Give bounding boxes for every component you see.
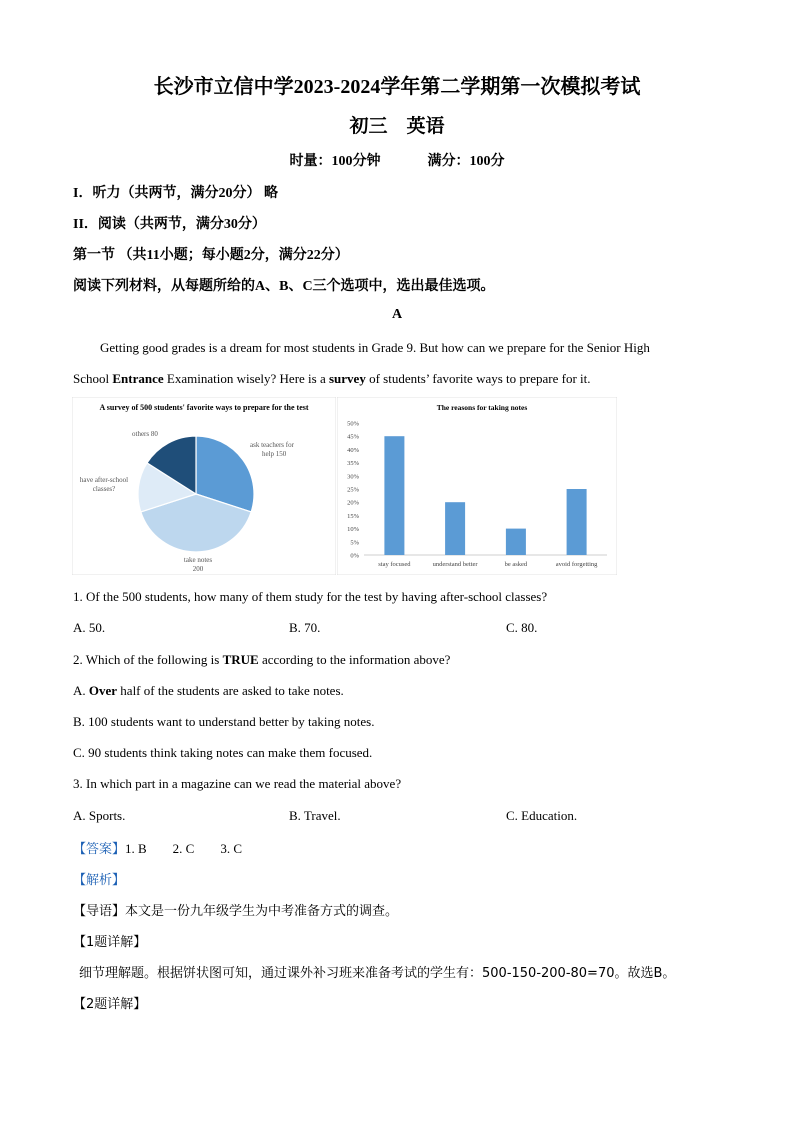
passage-bold-word: survey [329,371,366,386]
passage-text [73,332,723,394]
y-tick-label: 30% [347,473,359,481]
pie-label-ask-2: help 150 [262,450,287,458]
answer-label: 【答案】 [73,842,126,857]
q2-option-c[interactable]: C. 90 students think taking notes can make them focused. [73,745,373,760]
q2-option-a-rest: half of the students are asked to take notes. [117,683,344,698]
q3-option-c[interactable]: C. Education. [506,808,578,823]
bar-chart [337,397,617,575]
guide-label: 【导语】 [73,904,126,919]
q2-stem [73,652,450,668]
q1-option-c[interactable]: C. 80. [506,620,538,635]
bar-understand-better [445,502,465,555]
y-tick-label: 35% [347,460,359,468]
section-reading: II．阅读（共两节，满分30分） [73,217,266,232]
section-instruction: 阅读下列材料，从每题所给的A、B、C三个选项中，选出最佳选项。 [73,279,495,294]
x-tick-label: be asked [504,561,528,568]
bar-be-asked [506,529,526,555]
pie-chart [72,397,336,575]
pie-label-notes-2: 200 [192,565,204,573]
section-listening: I．听力（共两节，满分20分） 略 [73,186,278,201]
pie-label-notes-1: take notes [183,556,213,564]
score-label: 满分：100分 [427,154,505,169]
y-tick-label: 0% [350,552,359,560]
q3-option-b[interactable]: B. Travel. [289,808,341,823]
y-tick-label: 5% [350,539,359,547]
y-tick-label: 15% [347,512,359,520]
guide-text: 本文是一份九年级学生为中考准备方式的调查。 [125,904,399,919]
pie-chart-title: A survey of 500 students' favorite ways to prepare for the test [99,403,309,412]
bar-stay-focused [384,436,404,555]
section-part1: 第一节 （共11小题；每小题2分，满分22分） [73,248,349,263]
answer-values: 1. B 2. C 3. C [125,841,243,856]
y-tick-label: 45% [347,433,359,441]
passage-line-1: Getting good grades is a dream for most students in Grade 9. But how can we prepare for the Senior High [100,340,650,355]
passage-text-part: of students’ favorite ways to prepare for it. [365,371,591,386]
analysis-label: 【解析】 [73,873,126,888]
guide-line [73,900,398,919]
passage-line-2 [73,363,723,394]
bar-avoid-forgetting [567,489,587,555]
passage-text-part: School [73,371,113,386]
pie-label-after-1: have after-school [79,476,129,484]
y-tick-label: 10% [347,526,359,534]
q3-option-a[interactable]: A. Sports. [73,808,126,823]
pie-label-after-2: classes? [92,485,116,493]
q1-option-b[interactable]: B. 70. [289,620,321,635]
q1-option-a[interactable]: A. 50. [73,620,106,635]
x-tick-label: avoid forgetting [555,561,598,568]
q2-option-a-bold: Over [88,683,118,698]
detail-1-text: 细节理解题。根据饼状图可知，通过课外补习班来准备考试的学生有：500-150-200-80=70。故选B。 [79,966,676,981]
x-tick-label: understand better [432,561,478,568]
pie-label-others: others 80 [132,430,158,438]
answer-line [73,838,242,857]
y-tick-label: 40% [347,446,359,454]
passage-bold-word: Entrance [112,371,164,386]
bar-chart-title: The reasons for taking notes [436,403,528,412]
time-label: 时量：100分钟 [289,154,381,169]
exam-time-score [0,150,794,170]
y-tick-label: 25% [347,486,359,494]
x-tick-label: stay focused [378,561,411,568]
detail-1-label: 【1题详解】 [73,935,147,950]
exam-subtitle: 初三 英语 [349,116,445,137]
exam-title: 长沙市立信中学2023-2024学年第二学期第一次模拟考试 [153,76,641,98]
passage-letter: A [391,307,403,322]
passage-text-part: Examination wisely? Here is a [163,371,329,386]
detail-2-label: 【2题详解】 [73,997,147,1012]
q2-stem-part: according to the information above? [258,652,451,667]
q3-stem: 3. In which part in a magazine can we read the material above? [73,776,402,791]
q2-option-b[interactable]: B. 100 students want to understand better by taking notes. [73,714,375,729]
q2-option-a[interactable] [73,683,344,699]
y-tick-label: 50% [347,420,359,428]
pie-slices [138,436,254,552]
q2-stem-part: 2. Which of the following is [73,652,223,667]
q1-stem: 1. Of the 500 students, how many of them study for the test by having after-school classes? [73,589,548,604]
y-tick-label: 20% [347,499,359,507]
q2-stem-bold: TRUE [222,652,259,667]
q2-option-a-prefix: A. [73,683,89,698]
pie-label-ask-1: ask teachers for [250,441,294,449]
